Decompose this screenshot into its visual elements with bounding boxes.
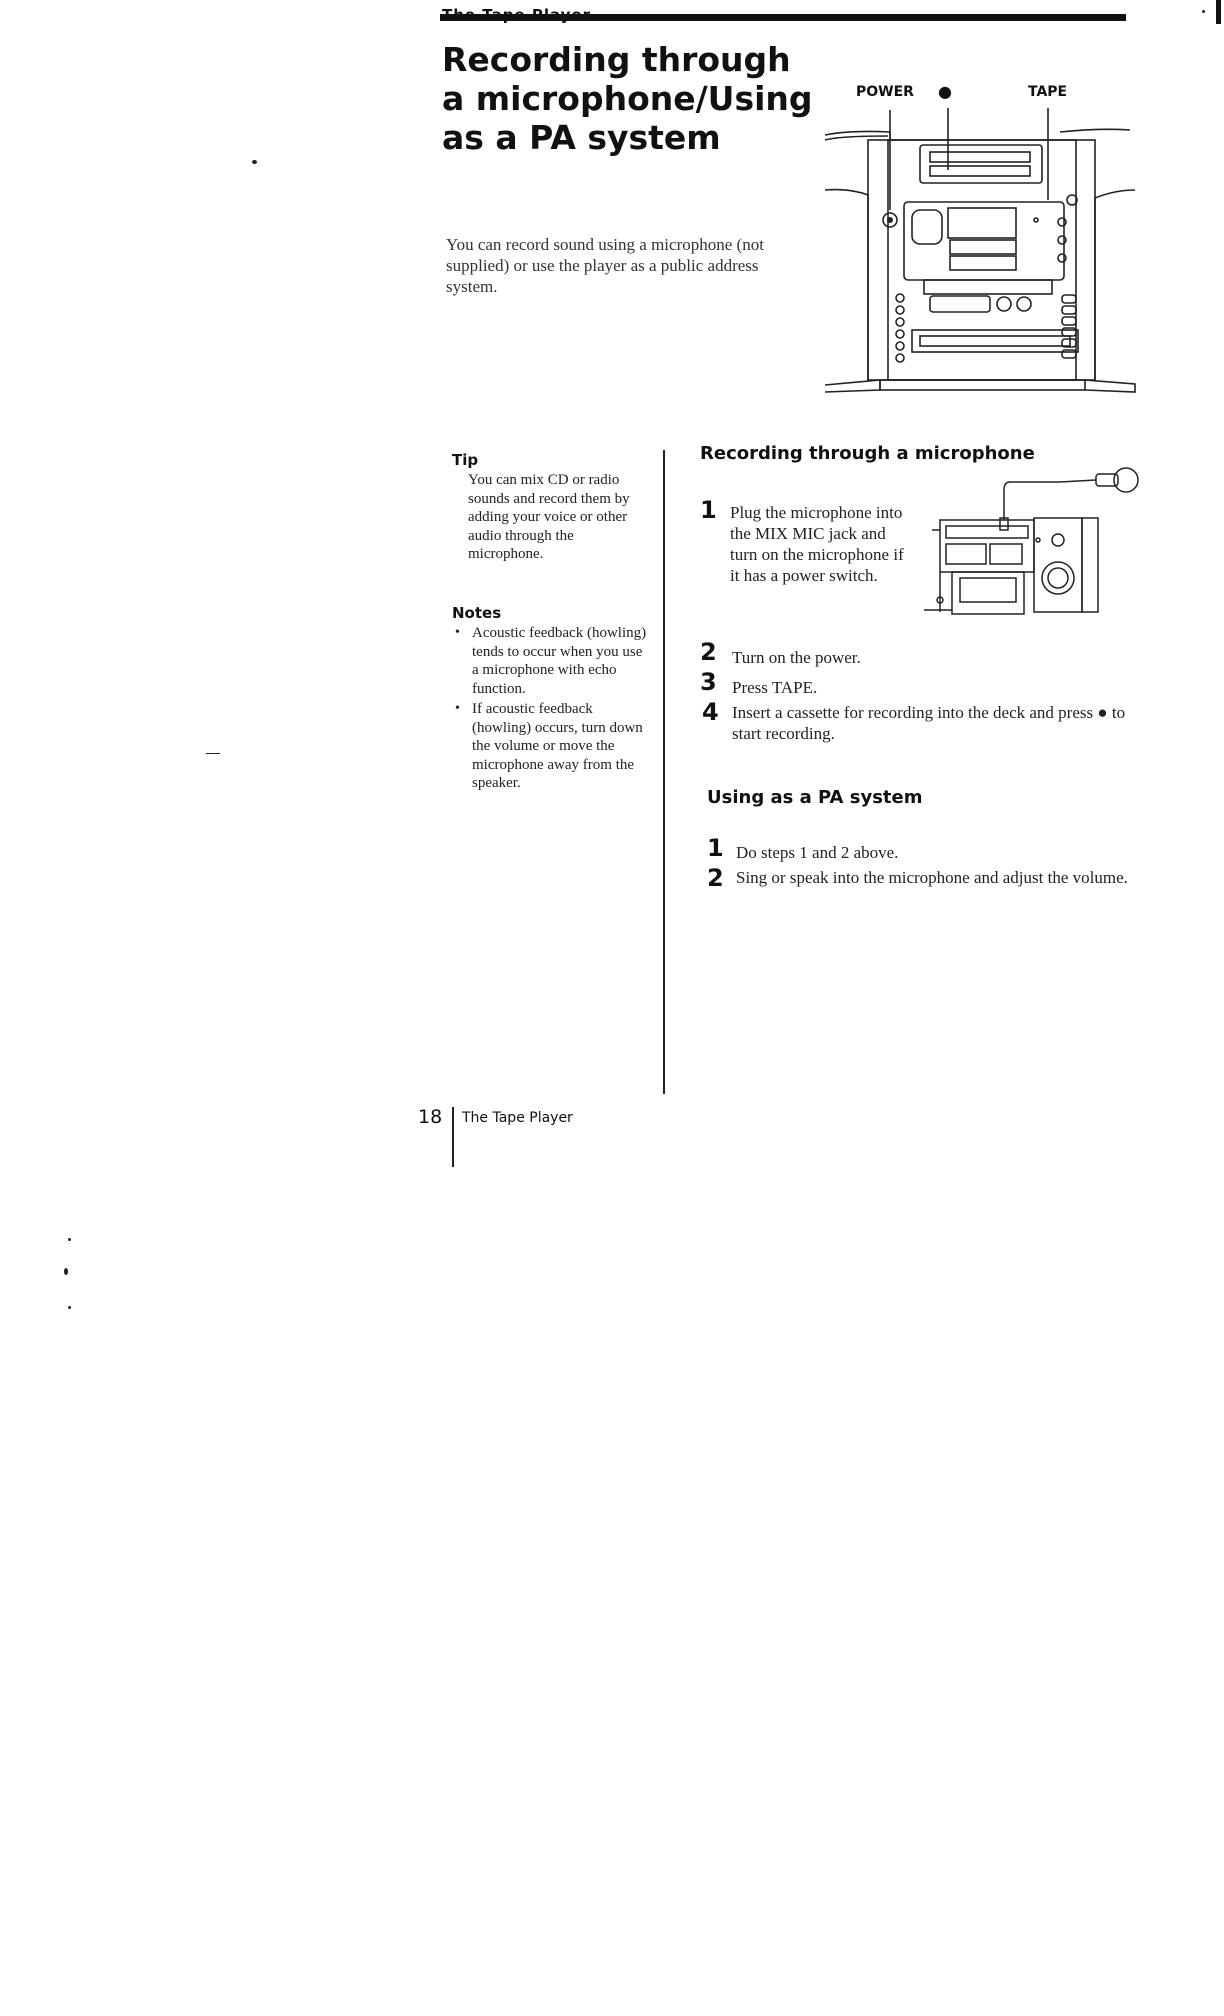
step-number: 3 — [700, 668, 717, 696]
step-number: 1 — [707, 834, 724, 862]
column-divider — [663, 450, 665, 1094]
step-text: Insert a cassette for recording into the deck and press ● to start recording. — [732, 703, 1126, 743]
step-text: Press TAPE. — [732, 678, 818, 697]
scan-speck — [1202, 10, 1205, 13]
scan-speck — [68, 1306, 71, 1309]
power-label: POWER — [856, 84, 914, 100]
record-symbol: ● — [938, 82, 952, 101]
tip-heading: Tip — [452, 451, 479, 469]
footer-rule — [452, 1107, 454, 1167]
scan-speck — [68, 1238, 71, 1241]
step-text: Sing or speak into the microphone and adjust the volume. — [736, 868, 1128, 887]
scan-speck — [64, 1268, 68, 1275]
player-front-illustration — [820, 80, 1140, 400]
step-number: 2 — [700, 638, 717, 666]
page-title: Recording through a microphone/Using as a PA system — [442, 40, 813, 157]
note-item: • Acoustic feedback (howling) tends to occur when you use a microphone with echo function. — [452, 624, 652, 698]
page-number: 18 — [418, 1106, 443, 1128]
step-number: 1 — [700, 496, 717, 524]
footer-section: The Tape Player — [462, 1110, 573, 1126]
step-number: 2 — [707, 864, 724, 892]
microphone-connection-illustration — [920, 460, 1140, 630]
tape-label: TAPE — [1028, 84, 1068, 100]
page-edge-mark — [1216, 0, 1221, 24]
notes-list — [452, 624, 652, 795]
step-text: Turn on the power. — [732, 648, 861, 667]
intro-paragraph: You can record sound using a microphone (not supplied) or use the player as a public address system. — [446, 235, 764, 296]
scan-speck — [252, 160, 257, 164]
header-rule — [440, 14, 1126, 21]
notes-heading: Notes — [452, 604, 502, 622]
boombox-drawing — [820, 80, 1140, 400]
scan-speck — [206, 753, 220, 754]
recording-section-heading: Recording through a microphone — [700, 443, 1035, 464]
pa-section-heading: Using as a PA system — [707, 787, 923, 808]
step-text: Do steps 1 and 2 above. — [736, 843, 899, 862]
tip-body: You can mix CD or radio sounds and record them by adding your voice or other audio through the microphone. — [468, 472, 630, 562]
step-number: 4 — [702, 698, 719, 726]
step-text: Plug the microphone into the MIX MIC jack and turn on the microphone if it has a power switch. — [730, 503, 904, 585]
note-item: • If acoustic feedback (howling) occurs, turn down the volume or move the microphone away from the speaker. — [452, 700, 652, 793]
